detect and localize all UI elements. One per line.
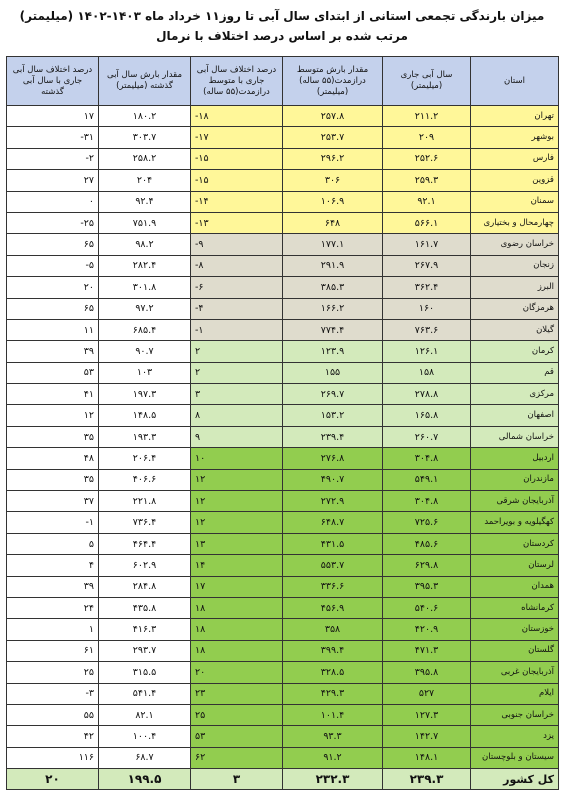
province-cell: مرکزی <box>471 384 559 405</box>
average-cell: ۱۵۵ <box>283 362 383 383</box>
pct-last-cell: ۴ <box>7 555 99 576</box>
header-row <box>7 57 559 106</box>
province-cell: کردستان <box>471 533 559 554</box>
last-year-cell: ۴۰۶.۶ <box>99 469 191 490</box>
table-row <box>7 640 559 661</box>
table-row <box>7 148 559 169</box>
table-row <box>7 234 559 255</box>
province-cell: اردبیل <box>471 448 559 469</box>
pct-last-cell: ۵۳ <box>7 362 99 383</box>
average-cell: ۴۹۰.۷ <box>283 469 383 490</box>
total-row <box>7 769 559 790</box>
province-cell: لرستان <box>471 555 559 576</box>
province-cell: خراسان شمالی <box>471 426 559 447</box>
current-cell: ۹۲.۱ <box>383 191 471 212</box>
total-province-cell: کل کشور <box>471 769 559 790</box>
province-cell: قزوین <box>471 170 559 191</box>
table-row <box>7 212 559 233</box>
pct-last-cell: ۱ <box>7 619 99 640</box>
pct-avg-cell: ۲ <box>191 362 283 383</box>
province-cell: گیلان <box>471 319 559 340</box>
province-cell: یزد <box>471 726 559 747</box>
average-cell: ۷۷۴.۴ <box>283 319 383 340</box>
province-cell: اصفهان <box>471 405 559 426</box>
pct-last-cell: ۴۲ <box>7 726 99 747</box>
table-row <box>7 576 559 597</box>
last-year-cell: ۳۰۱.۸ <box>99 277 191 298</box>
province-cell: هرمزگان <box>471 298 559 319</box>
last-year-cell: ۲۰۴ <box>99 170 191 191</box>
average-cell: ۱۷۷.۱ <box>283 234 383 255</box>
average-cell: ۱۰۶.۹ <box>283 191 383 212</box>
table-row <box>7 170 559 191</box>
province-cell: بوشهر <box>471 127 559 148</box>
current-cell: ۱۶۱.۷ <box>383 234 471 255</box>
current-cell: ۵۴۰.۶ <box>383 597 471 618</box>
last-year-cell: ۱۰۳ <box>99 362 191 383</box>
table-row <box>7 597 559 618</box>
table-row <box>7 512 559 533</box>
pct-last-cell: ۱۱ <box>7 319 99 340</box>
average-cell: ۲۷۶.۸ <box>283 448 383 469</box>
last-year-cell: ۹۲.۴ <box>99 191 191 212</box>
province-cell: سیستان و بلوچستان <box>471 747 559 768</box>
table-row <box>7 319 559 340</box>
pct-last-cell: ۲۴ <box>7 597 99 618</box>
pct-avg-cell: ۲۵ <box>191 704 283 725</box>
table-row <box>7 619 559 640</box>
province-cell: مازندران <box>471 469 559 490</box>
pct-avg-cell: ۹ <box>191 426 283 447</box>
current-cell: ۲۵۹.۳ <box>383 170 471 191</box>
province-cell: گلستان <box>471 640 559 661</box>
last-year-cell: ۷۳۶.۴ <box>99 512 191 533</box>
pct-last-cell: ۳۵ <box>7 426 99 447</box>
pct-last-cell: ۲۰ <box>7 277 99 298</box>
pct-avg-cell: ۱۰ <box>191 448 283 469</box>
header-pct-avg: درصد اختلاف سال آبی جاری با متوسط درازمدت(۵۵ ساله) <box>191 57 283 106</box>
pct-avg-cell: ۲ <box>191 341 283 362</box>
table-row <box>7 555 559 576</box>
pct-last-cell: -۵ <box>7 255 99 276</box>
table-row <box>7 341 559 362</box>
table-row <box>7 191 559 212</box>
pct-avg-cell: -۱۴ <box>191 191 283 212</box>
pct-last-cell: ۳۵ <box>7 469 99 490</box>
total-pct-avg-cell: ۳ <box>191 769 283 790</box>
table-row <box>7 662 559 683</box>
province-cell: تهران <box>471 106 559 127</box>
province-cell: کرمانشاه <box>471 597 559 618</box>
table-row <box>7 533 559 554</box>
header-pct-last: درصد اختلاف سال آبی جاری با سال آبی گذشته <box>7 57 99 106</box>
pct-last-cell: ۰ <box>7 191 99 212</box>
province-cell: چهارمحال و بختیاری <box>471 212 559 233</box>
average-cell: ۶۴۸ <box>283 212 383 233</box>
last-year-cell: ۳۰۳.۷ <box>99 127 191 148</box>
pct-last-cell: ۱۱۶ <box>7 747 99 768</box>
pct-last-cell: ۱۷ <box>7 106 99 127</box>
average-cell: ۱۶۶.۲ <box>283 298 383 319</box>
average-cell: ۲۶۹.۷ <box>283 384 383 405</box>
pct-avg-cell: ۱۸ <box>191 619 283 640</box>
current-cell: ۱۲۶.۱ <box>383 341 471 362</box>
pct-avg-cell: ۱۲ <box>191 491 283 512</box>
average-cell: ۱۲۳.۹ <box>283 341 383 362</box>
current-cell: ۲۷۸.۸ <box>383 384 471 405</box>
pct-avg-cell: -۱۵ <box>191 170 283 191</box>
province-cell: خراسان رضوی <box>471 234 559 255</box>
province-cell: البرز <box>471 277 559 298</box>
last-year-cell: ۱۹۳.۳ <box>99 426 191 447</box>
table-row <box>7 747 559 768</box>
pct-last-cell: ۵ <box>7 533 99 554</box>
pct-avg-cell: ۱۸ <box>191 597 283 618</box>
table-body <box>7 106 559 790</box>
last-year-cell: ۱۸۰.۲ <box>99 106 191 127</box>
average-cell: ۹۱.۲ <box>283 747 383 768</box>
table-row <box>7 491 559 512</box>
pct-last-cell: -۱ <box>7 512 99 533</box>
table-row <box>7 384 559 405</box>
average-cell: ۳۳۶.۶ <box>283 576 383 597</box>
last-year-cell: ۲۲۱.۸ <box>99 491 191 512</box>
current-cell: ۶۲۹.۸ <box>383 555 471 576</box>
table-row <box>7 277 559 298</box>
table-row <box>7 426 559 447</box>
last-year-cell: ۲۹۳.۷ <box>99 640 191 661</box>
current-cell: ۲۶۰.۷ <box>383 426 471 447</box>
current-cell: ۳۹۵.۳ <box>383 576 471 597</box>
header-current: سال آبی جاری (میلیمتر) <box>383 57 471 106</box>
table-row <box>7 127 559 148</box>
last-year-cell: ۶۸۵.۴ <box>99 319 191 340</box>
pct-avg-cell: ۵۳ <box>191 726 283 747</box>
pct-avg-cell: -۶ <box>191 277 283 298</box>
province-cell: کهگیلویه و بویراحمد <box>471 512 559 533</box>
header-average: مقدار بارش متوسط درازمدت(۵۵ ساله) (میلیمتر) <box>283 57 383 106</box>
province-cell: کرمان <box>471 341 559 362</box>
current-cell: ۵۶۶.۱ <box>383 212 471 233</box>
last-year-cell: ۳۱۵.۵ <box>99 662 191 683</box>
average-cell: ۲۳۹.۴ <box>283 426 383 447</box>
average-cell: ۳۹۹.۴ <box>283 640 383 661</box>
pct-last-cell: ۶۵ <box>7 234 99 255</box>
last-year-cell: ۸۲.۱ <box>99 704 191 725</box>
rainfall-table <box>6 56 559 790</box>
pct-last-cell: ۲۵ <box>7 662 99 683</box>
average-cell: ۳۲۸.۵ <box>283 662 383 683</box>
average-cell: ۱۵۳.۲ <box>283 405 383 426</box>
average-cell: ۴۲۹.۳ <box>283 683 383 704</box>
current-cell: ۳۰۴.۸ <box>383 448 471 469</box>
average-cell: ۵۵۳.۷ <box>283 555 383 576</box>
pct-avg-cell: ۶۲ <box>191 747 283 768</box>
pct-avg-cell: ۳ <box>191 384 283 405</box>
report-subtitle: مرتب شده بر اساس درصد اختلاف با نرمال <box>156 29 408 43</box>
current-cell: ۱۵۸ <box>383 362 471 383</box>
pct-avg-cell: ۲۳ <box>191 683 283 704</box>
average-cell: ۳۵۸ <box>283 619 383 640</box>
average-cell: ۲۹۱.۹ <box>283 255 383 276</box>
last-year-cell: ۲۰۶.۴ <box>99 448 191 469</box>
total-average-cell: ۲۳۲.۳ <box>283 769 383 790</box>
average-cell: ۲۵۳.۷ <box>283 127 383 148</box>
average-cell: ۲۹۶.۲ <box>283 148 383 169</box>
current-cell: ۲۶۷.۹ <box>383 255 471 276</box>
pct-avg-cell: -۴ <box>191 298 283 319</box>
current-cell: ۳۹۵.۸ <box>383 662 471 683</box>
average-cell: ۳۸۵.۳ <box>283 277 383 298</box>
province-cell: فارس <box>471 148 559 169</box>
pct-avg-cell: ۲۰ <box>191 662 283 683</box>
table-row <box>7 405 559 426</box>
current-cell: ۱۲۷.۳ <box>383 704 471 725</box>
last-year-cell: ۶۸.۷ <box>99 747 191 768</box>
pct-avg-cell: ۱۸ <box>191 640 283 661</box>
table-row <box>7 362 559 383</box>
current-cell: ۱۶۵.۸ <box>383 405 471 426</box>
pct-avg-cell: -۱۳ <box>191 212 283 233</box>
table-row <box>7 298 559 319</box>
province-cell: خراسان جنوبی <box>471 704 559 725</box>
last-year-cell: ۵۴۱.۴ <box>99 683 191 704</box>
pct-last-cell: ۶۱ <box>7 640 99 661</box>
pct-avg-cell: ۱۳ <box>191 533 283 554</box>
current-cell: ۷۶۳.۶ <box>383 319 471 340</box>
last-year-cell: ۴۳۵.۸ <box>99 597 191 618</box>
header-province: استان <box>471 57 559 106</box>
pct-last-cell: -۳۱ <box>7 127 99 148</box>
total-current-cell: ۲۳۹.۳ <box>383 769 471 790</box>
current-cell: ۱۴۲.۷ <box>383 726 471 747</box>
current-cell: ۵۲۷ <box>383 683 471 704</box>
pct-last-cell: ۱۲ <box>7 405 99 426</box>
table-row <box>7 704 559 725</box>
pct-avg-cell: ۱۲ <box>191 469 283 490</box>
pct-avg-cell: ۱۴ <box>191 555 283 576</box>
total-last-year-cell: ۱۹۹.۵ <box>99 769 191 790</box>
pct-last-cell: -۲ <box>7 148 99 169</box>
average-cell: ۲۵۷.۸ <box>283 106 383 127</box>
current-cell: ۲۰۹ <box>383 127 471 148</box>
current-cell: ۱۶۰ <box>383 298 471 319</box>
average-cell: ۹۳.۳ <box>283 726 383 747</box>
table-row <box>7 106 559 127</box>
last-year-cell: ۱۹۷.۳ <box>99 384 191 405</box>
total-pct-last-cell: ۲۰ <box>7 769 99 790</box>
average-cell: ۴۳۱.۵ <box>283 533 383 554</box>
last-year-cell: ۹۸.۲ <box>99 234 191 255</box>
province-cell: زنجان <box>471 255 559 276</box>
last-year-cell: ۱۴۸.۵ <box>99 405 191 426</box>
pct-avg-cell: -۱۵ <box>191 148 283 169</box>
pct-avg-cell: -۱ <box>191 319 283 340</box>
last-year-cell: ۴۱۶.۳ <box>99 619 191 640</box>
last-year-cell: ۲۵۸.۲ <box>99 148 191 169</box>
current-cell: ۳۶۲.۴ <box>383 277 471 298</box>
current-cell: ۳۰۴.۸ <box>383 491 471 512</box>
province-cell: آذربایجان غربی <box>471 662 559 683</box>
current-cell: ۱۴۸.۱ <box>383 747 471 768</box>
pct-avg-cell: -۱۷ <box>191 127 283 148</box>
province-cell: قم <box>471 362 559 383</box>
average-cell: ۴۵۶.۹ <box>283 597 383 618</box>
current-cell: ۲۵۲.۶ <box>383 148 471 169</box>
pct-last-cell: ۶۵ <box>7 298 99 319</box>
average-cell: ۳۰۶ <box>283 170 383 191</box>
table-row <box>7 469 559 490</box>
pct-avg-cell: ۱۲ <box>191 512 283 533</box>
report-title: میزان بارندگی تجمعی استانی از ابتدای سال آبی تا روز۱۱ خرداد ماه ۱۴۰۳-۱۴۰۲ (میلیمتر) <box>19 9 545 23</box>
pct-last-cell: ۳۷ <box>7 491 99 512</box>
last-year-cell: ۲۸۴.۸ <box>99 576 191 597</box>
pct-last-cell: ۳۹ <box>7 341 99 362</box>
current-cell: ۴۸۵.۶ <box>383 533 471 554</box>
current-cell: ۴۷۱.۳ <box>383 640 471 661</box>
last-year-cell: ۱۰۰.۴ <box>99 726 191 747</box>
header-last-year: مقدار بارش سال آبی گذشته (میلیمتر) <box>99 57 191 106</box>
current-cell: ۵۴۹.۱ <box>383 469 471 490</box>
province-cell: آذربایجان شرقی <box>471 491 559 512</box>
pct-avg-cell: -۹ <box>191 234 283 255</box>
pct-avg-cell: -۱۸ <box>191 106 283 127</box>
last-year-cell: ۴۶۴.۴ <box>99 533 191 554</box>
current-cell: ۴۲۰.۹ <box>383 619 471 640</box>
pct-avg-cell: -۸ <box>191 255 283 276</box>
table-row <box>7 683 559 704</box>
last-year-cell: ۹۰.۷ <box>99 341 191 362</box>
pct-last-cell: ۵۵ <box>7 704 99 725</box>
table-row <box>7 255 559 276</box>
pct-last-cell: -۳ <box>7 683 99 704</box>
pct-last-cell: ۳۹ <box>7 576 99 597</box>
pct-last-cell: ۴۸ <box>7 448 99 469</box>
average-cell: ۶۴۸.۷ <box>283 512 383 533</box>
last-year-cell: ۶۰۲.۹ <box>99 555 191 576</box>
pct-last-cell: ۲۷ <box>7 170 99 191</box>
table-row <box>7 726 559 747</box>
current-cell: ۷۲۵.۶ <box>383 512 471 533</box>
last-year-cell: ۲۸۲.۴ <box>99 255 191 276</box>
pct-avg-cell: ۱۷ <box>191 576 283 597</box>
pct-avg-cell: ۸ <box>191 405 283 426</box>
average-cell: ۲۷۲.۹ <box>283 491 383 512</box>
province-cell: ایلام <box>471 683 559 704</box>
current-cell: ۲۱۱.۲ <box>383 106 471 127</box>
last-year-cell: ۹۷.۲ <box>99 298 191 319</box>
pct-last-cell: -۲۵ <box>7 212 99 233</box>
average-cell: ۱۰۱.۴ <box>283 704 383 725</box>
province-cell: سمنان <box>471 191 559 212</box>
province-cell: همدان <box>471 576 559 597</box>
province-cell: خوزستان <box>471 619 559 640</box>
pct-last-cell: ۴۱ <box>7 384 99 405</box>
last-year-cell: ۷۵۱.۹ <box>99 212 191 233</box>
table-row <box>7 448 559 469</box>
